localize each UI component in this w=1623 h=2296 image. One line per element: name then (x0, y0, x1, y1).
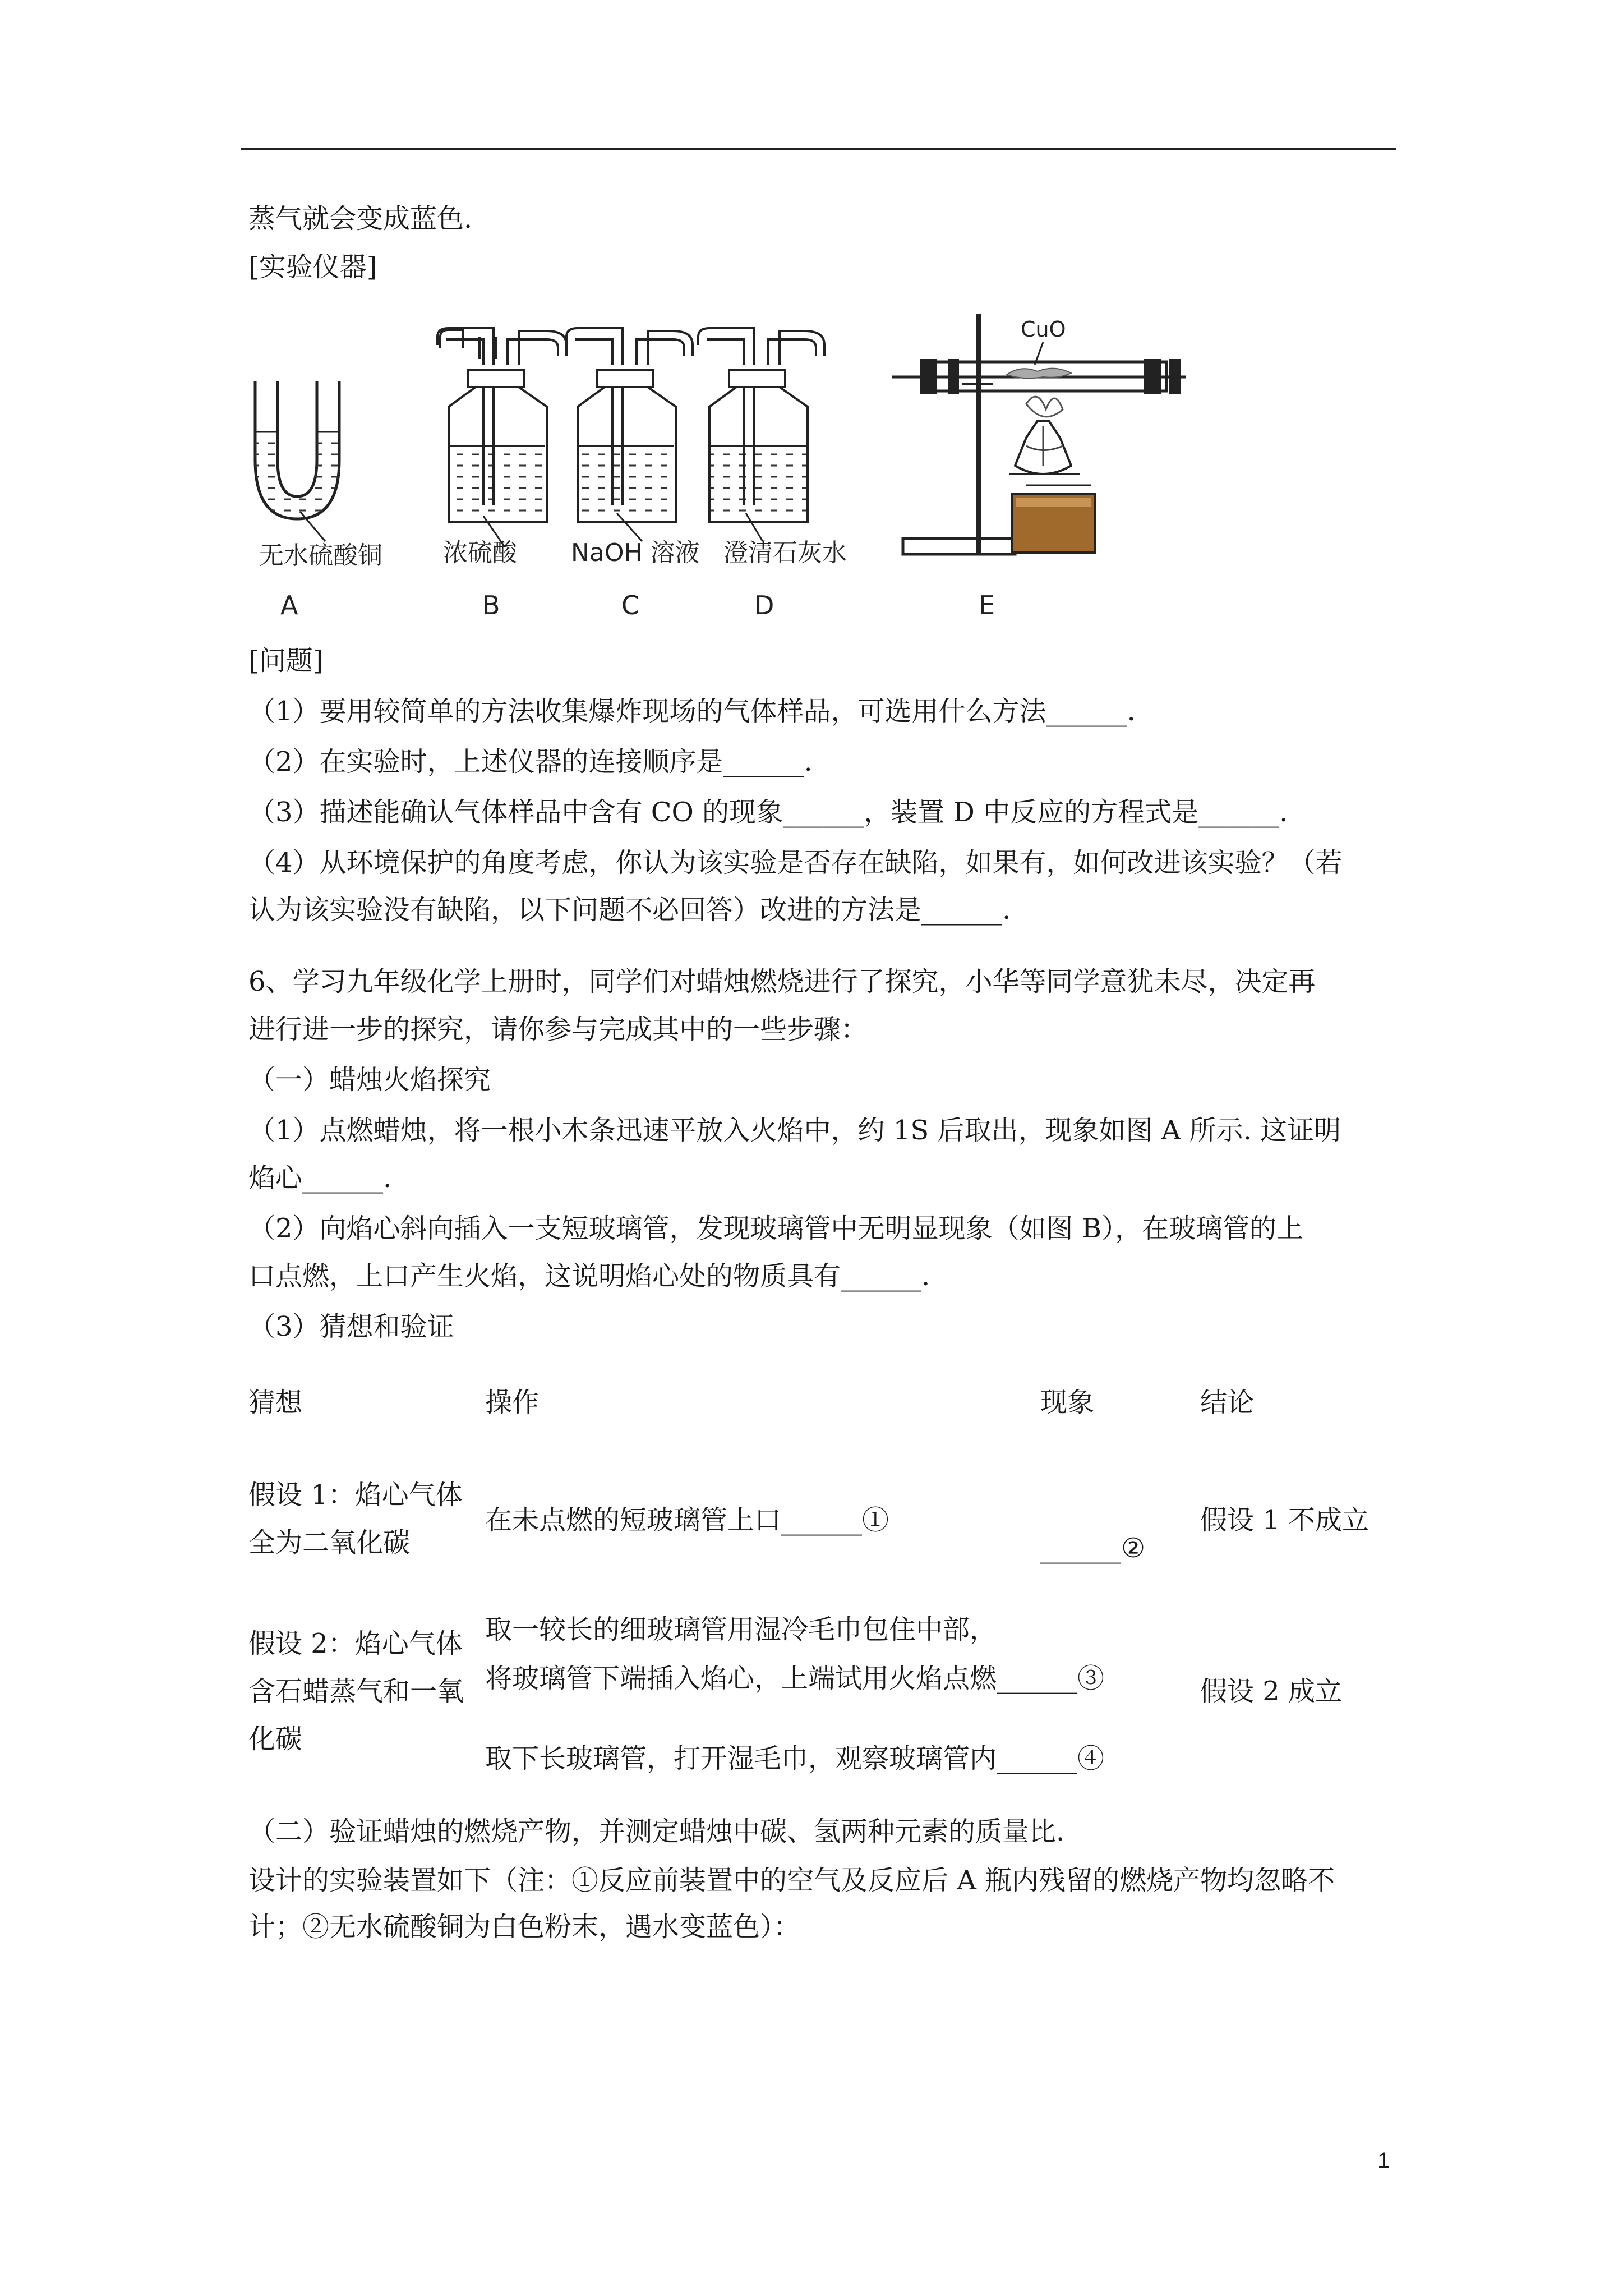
letter-b: B (482, 590, 500, 620)
label-cuo: CuO (1021, 317, 1066, 342)
letter-c: C (621, 590, 640, 620)
bottle-c (566, 328, 693, 541)
apparatus-figure (0, 0, 1623, 628)
label-d-reagent: 澄清石灰水 (723, 539, 847, 567)
section-2-heading: （二）验证蜡烛的燃烧产物，并测定蜡烛中碳、氢两种元素的质量比. (248, 1816, 1065, 1847)
continuation-text: 蒸气就会变成蓝色. (248, 203, 473, 234)
letter-e: E (979, 590, 995, 620)
header-conclusion: 结论 (1200, 1387, 1255, 1418)
row2-operation-line1: 取一较长的细玻璃管用湿冷毛巾包住中部， (485, 1614, 997, 1645)
row2-guess-line1: 假设 2：焰心气体 (248, 1628, 463, 1659)
instruments-heading: [实验仪器] (248, 251, 377, 283)
step-3: （3）猜想和验证 (248, 1311, 454, 1342)
problem-6-line1: 6、学习九年级化学上册时，同学们对蜡烛燃烧进行了探究，小华等同学意犹未尽，决定再 (248, 966, 1316, 997)
row1-phenomenon: ______② (1040, 1533, 1146, 1564)
letter-d: D (754, 590, 774, 620)
row2-operation-line3: 取下长玻璃管，打开湿毛巾，观察玻璃管内______④ (485, 1743, 1105, 1774)
question-4-line1: （4）从环境保护的角度考虑，你认为该实验是否存在缺陷，如果有，如何改进该实验？（若 (248, 847, 1343, 878)
questions-heading: [问题] (248, 645, 324, 677)
row2-conclusion: 假设 2 成立 (1200, 1676, 1343, 1707)
section-1-heading: （一）蜡烛火焰探究 (248, 1064, 491, 1096)
question-2: （2）在实验时，上述仪器的连接顺序是______. (248, 746, 813, 777)
problem-6-line2: 进行进一步的探究，请你参与完成其中的一些步骤： (248, 1014, 868, 1045)
step-1-line2: 焰心______. (248, 1162, 392, 1194)
header-guess: 猜想 (248, 1387, 303, 1418)
question-4-line2: 认为该实验没有缺陷，以下问题不必回答）改进的方法是______. (248, 894, 1011, 926)
bottle-d (698, 328, 824, 541)
letter-a: A (280, 590, 298, 620)
question-3: （3）描述能确认气体样品中含有 CO 的现象______，装置 D 中反应的方程式是______. (248, 797, 1288, 828)
row2-guess-line2: 含石蜡蒸气和一氧 (248, 1676, 464, 1707)
page-number: 1 (1377, 2148, 1390, 2173)
step-1-line1: （1）点燃蜡烛，将一根小木条迅速平放入火焰中，约 1S 后取出，现象如图 A 所示. 这证明 (248, 1115, 1341, 1146)
step-2-line2: 口点燃，上口产生火焰，这说明焰心处的物质具有______. (248, 1260, 930, 1292)
row1-operation: 在未点燃的短玻璃管上口______① (485, 1504, 889, 1536)
design-line2: 计；②无水硫酸铜为白色粉末，遇水变蓝色）： (248, 1911, 801, 1943)
design-line1: 设计的实验装置如下（注：①反应前装置中的空气及反应后 A 瓶内残留的燃烧产物均忽略不 (248, 1865, 1335, 1896)
bottle-b (437, 330, 547, 522)
row2-operation-line2: 将玻璃管下端插入焰心，上端试用火焰点燃______③ (485, 1663, 1105, 1694)
step-2-line1: （2）向焰心斜向插入一支短玻璃管，发现玻璃管中无明显现象（如图 B），在玻璃管的上 (248, 1213, 1304, 1244)
heating-apparatus-e (892, 314, 1186, 554)
label-a-reagent: 无水硫酸铜 (259, 541, 382, 570)
row1-guess-line2: 全为二氧化碳 (248, 1527, 411, 1558)
header-operation: 操作 (485, 1387, 540, 1418)
row2-guess-line3: 化碳 (248, 1723, 303, 1755)
header-phenomenon: 现象 (1040, 1387, 1095, 1418)
row1-guess-line1: 假设 1：焰心气体 (248, 1479, 463, 1511)
label-c-reagent: NaOH 溶液 (571, 539, 700, 567)
label-b-reagent: 浓硫酸 (443, 539, 517, 567)
row1-conclusion: 假设 1 不成立 (1200, 1504, 1370, 1536)
question-1: （1）要用较简单的方法收集爆炸现场的气体样品，可选用什么方法______. (248, 696, 1136, 727)
u-tube-a (255, 381, 339, 541)
